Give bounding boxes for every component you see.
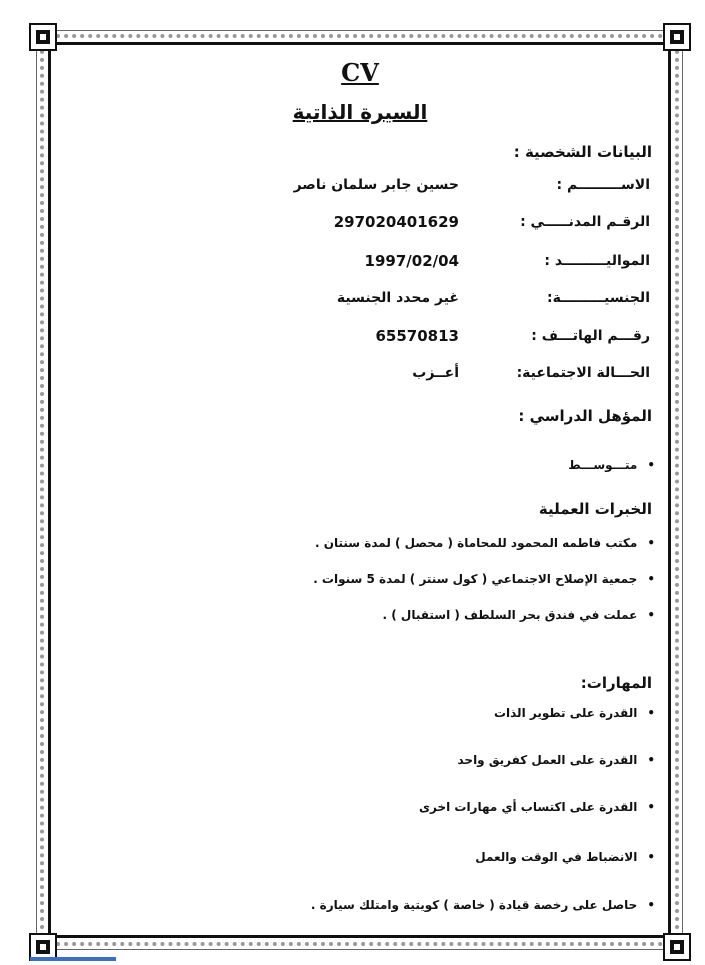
- nationality-value: غير محدد الجنسية: [336, 290, 459, 306]
- bullet-icon: •: [647, 800, 655, 814]
- skill-item: الانضباط في الوقت والعمل: [475, 850, 638, 864]
- bullet-icon: •: [647, 608, 655, 622]
- list-item: [568, 458, 655, 472]
- list-item: [457, 753, 655, 767]
- birthdate-value: 1997/02/04: [364, 252, 459, 270]
- cv-title-arabic: السيرة الذاتية: [292, 100, 428, 124]
- cv-title: CV: [341, 58, 379, 87]
- bullet-icon: •: [647, 536, 655, 550]
- phone-label: رقـــم الهاتـــف :: [531, 328, 650, 344]
- bullet-icon: •: [647, 572, 655, 586]
- skill-item: القدرة على تطوير الذات: [493, 706, 638, 720]
- personal-info-heading: البيانات الشخصية :: [513, 143, 652, 161]
- marital-status-value: أعــزب: [412, 365, 459, 381]
- skill-item: القدرة على العمل كفريق واحد: [457, 753, 638, 767]
- phone-value: 65570813: [375, 327, 459, 345]
- list-item: [419, 800, 655, 814]
- birthdate-label: المواليـــــــــد :: [544, 253, 650, 269]
- civil-id-label: الرقـم المدنـــــي :: [520, 214, 650, 230]
- list-item: [383, 608, 655, 622]
- bullet-icon: •: [647, 706, 655, 720]
- skill-item: حاصل على رخصة قيادة ( خاصة ) كويتية وامتلك سيارة .: [310, 898, 638, 912]
- civil-id-value: 297020401629: [333, 213, 459, 231]
- experience-heading: الخبرات العملية: [538, 500, 652, 518]
- nationality-label: الجنسيـــــــــة:: [547, 290, 650, 306]
- list-item: [315, 536, 655, 550]
- marital-status-label: الحـــالة الاجتماعية:: [516, 365, 650, 381]
- experience-item: مكتب فاطمه المحمود للمحاماة ( محصل ) لمدة سنتان .: [315, 536, 638, 550]
- list-item: [313, 572, 655, 586]
- skills-heading: المهارات:: [580, 674, 652, 692]
- name-value: حسين جابر سلمان ناصر: [293, 177, 459, 193]
- bullet-icon: •: [647, 898, 655, 912]
- list-item: [311, 898, 655, 912]
- bullet-icon: •: [647, 850, 655, 864]
- skill-item: القدرة على اكتساب أي مهارات اخرى: [418, 800, 638, 814]
- experience-item: عملت في فندق بحر السلطف ( استقبال ) .: [382, 608, 638, 622]
- education-heading: المؤهل الدراسي :: [518, 407, 652, 425]
- taskbar-edge: [30, 957, 116, 961]
- education-item: متـــوســـط: [568, 458, 638, 472]
- experience-item: جمعية الإصلاح الاجتماعي ( كول سنتر ) لمدة 5 سنوات .: [313, 572, 638, 586]
- list-item: [475, 850, 655, 864]
- list-item: [494, 706, 655, 720]
- bullet-icon: •: [647, 753, 655, 767]
- name-label: الاســـــــــم :: [556, 177, 650, 193]
- bullet-icon: •: [647, 458, 655, 472]
